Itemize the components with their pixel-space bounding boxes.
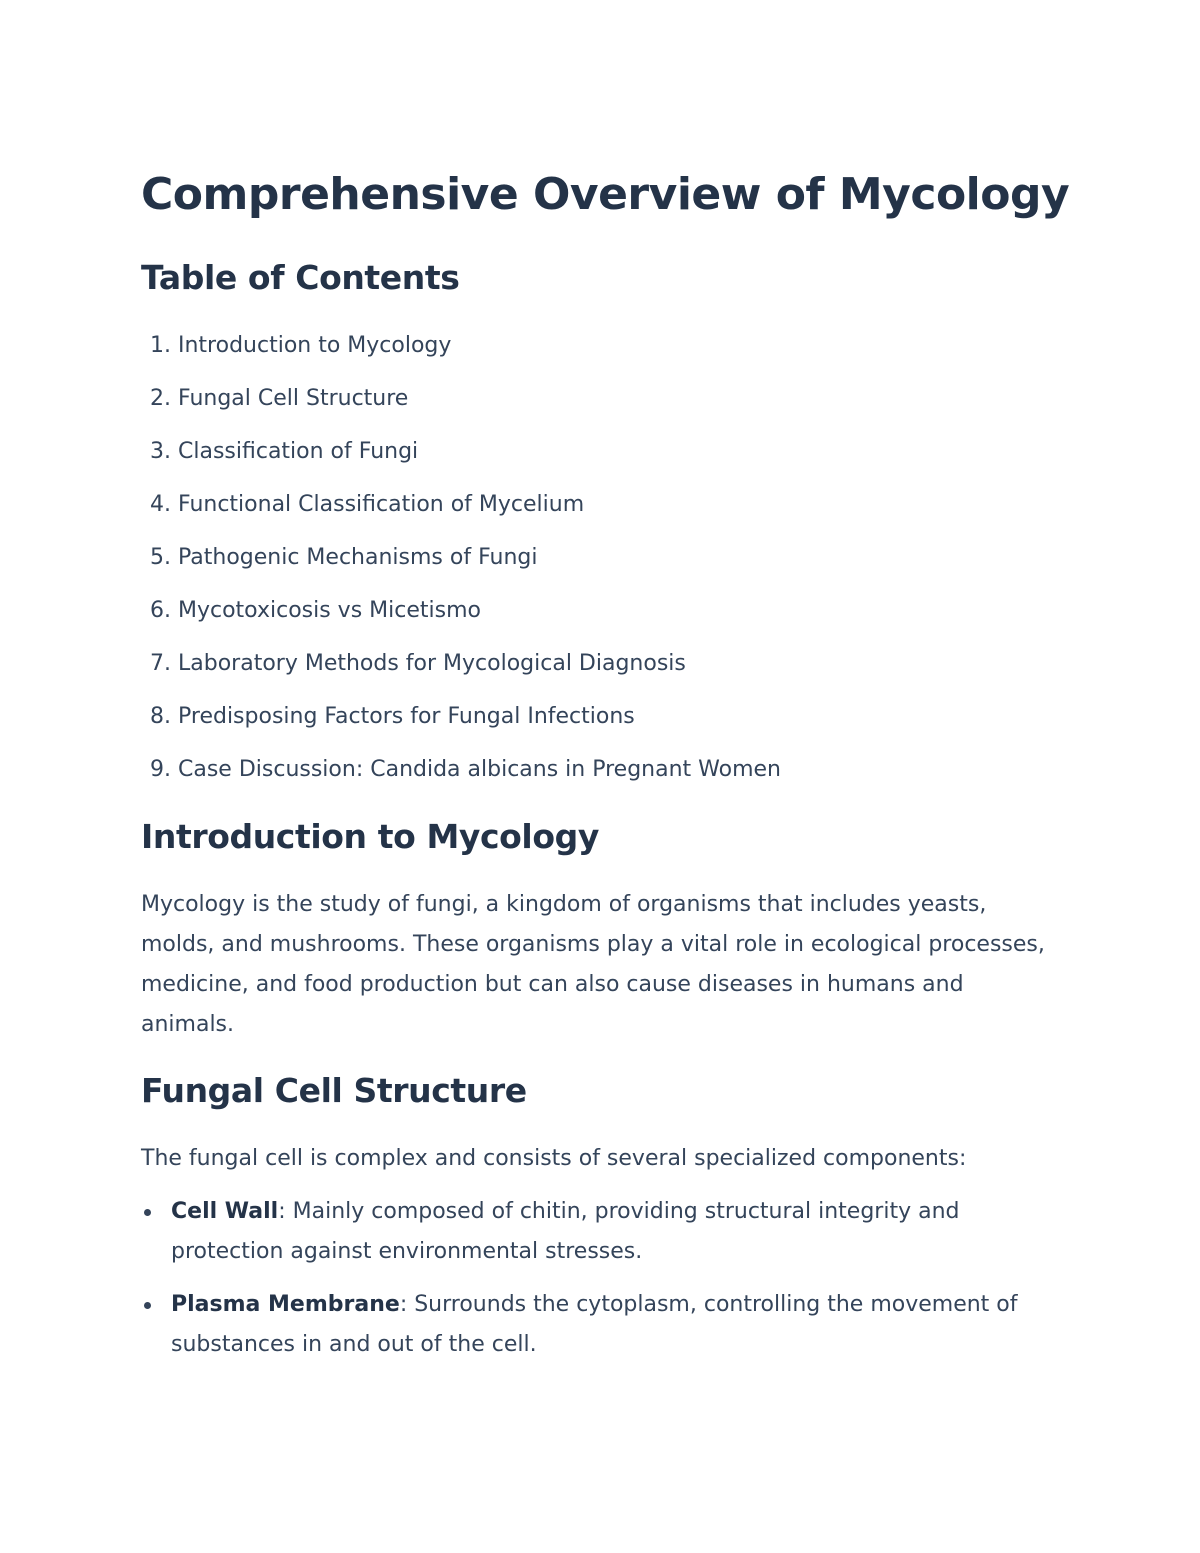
cell-structure-intro: The fungal cell is complex and consists of several specialized components: xyxy=(141,1146,967,1171)
toc-item-number: 9. xyxy=(150,757,171,782)
toc-item[interactable] xyxy=(141,537,781,590)
bullet-icon xyxy=(144,1302,151,1309)
toc-link-mycelium[interactable]: Functional Classification of Mycelium xyxy=(178,492,585,517)
toc-link-mycotoxicosis[interactable]: Mycotoxicosis vs Micetismo xyxy=(178,598,481,623)
toc-item[interactable] xyxy=(141,749,781,802)
document-title: Comprehensive Overview of Mycology xyxy=(141,169,1070,220)
toc-item-number: 8. xyxy=(150,704,171,729)
list-item xyxy=(141,1285,1051,1365)
toc-item-number: 2. xyxy=(150,386,171,411)
toc-item-number: 7. xyxy=(150,651,171,676)
table-of-contents xyxy=(141,325,781,802)
bullet-icon xyxy=(144,1209,151,1216)
section-heading-introduction: Introduction to Mycology xyxy=(141,817,599,856)
toc-heading: Table of Contents xyxy=(141,258,460,297)
component-term: Cell Wall xyxy=(171,1199,279,1224)
toc-item[interactable] xyxy=(141,696,781,749)
toc-item[interactable] xyxy=(141,325,781,378)
toc-item[interactable] xyxy=(141,484,781,537)
toc-link-predisposing[interactable]: Predisposing Factors for Fungal Infections xyxy=(178,704,635,729)
toc-link-case-discussion[interactable]: Case Discussion: Candida albicans in Pregnant Women xyxy=(178,757,781,782)
toc-item-number: 1. xyxy=(150,333,171,358)
introduction-paragraph: Mycology is the study of fungi, a kingdom of organisms that includes yeasts, molds, and mushrooms. These organisms play a vital role in ecological processes, medicine, and food production but can also cause diseases in humans and animals. xyxy=(141,892,1045,1037)
component-term: Plasma Membrane xyxy=(171,1292,400,1317)
toc-item-number: 5. xyxy=(150,545,171,570)
toc-item[interactable] xyxy=(141,431,781,484)
component-description: : Surrounds the cytoplasm, controlling the movement of substances in and out of the cell. xyxy=(171,1292,1018,1357)
toc-item-number: 6. xyxy=(150,598,171,623)
toc-link-pathogenic[interactable]: Pathogenic Mechanisms of Fungi xyxy=(178,545,538,570)
cell-components-list xyxy=(141,1192,1051,1378)
toc-item-number: 3. xyxy=(150,439,171,464)
toc-link-laboratory[interactable]: Laboratory Methods for Mycological Diagnosis xyxy=(178,651,686,676)
section-heading-cell-structure: Fungal Cell Structure xyxy=(141,1071,527,1110)
toc-link-cell-structure[interactable]: Fungal Cell Structure xyxy=(178,386,409,411)
component-description: : Mainly composed of chitin, providing structural integrity and protection against environmental stresses. xyxy=(171,1199,960,1264)
list-item xyxy=(141,1192,1051,1272)
toc-item[interactable] xyxy=(141,643,781,696)
toc-item-number: 4. xyxy=(150,492,171,517)
toc-item[interactable] xyxy=(141,378,781,431)
toc-link-classification[interactable]: Classification of Fungi xyxy=(178,439,419,464)
toc-link-introduction[interactable]: Introduction to Mycology xyxy=(178,333,452,358)
toc-item[interactable] xyxy=(141,590,781,643)
